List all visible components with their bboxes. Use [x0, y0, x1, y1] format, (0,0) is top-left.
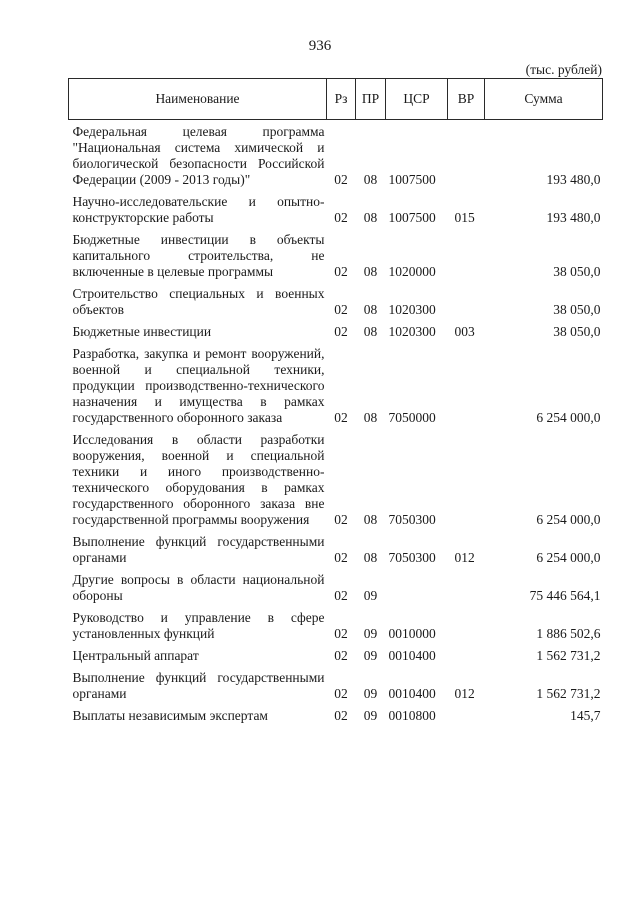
row-vr	[448, 642, 485, 664]
row-vr	[448, 226, 485, 280]
row-name: Бюджетные инвестиции	[72, 324, 212, 339]
row-name: Федеральная целевая программа "Национальная система химической и биологической безопасности Российской Федерации (2009 - 2013 годы)"	[72, 124, 325, 187]
row-pr: 08	[363, 512, 378, 527]
header-pr: ПР	[356, 79, 386, 120]
row-rz: 02	[334, 210, 348, 225]
row-rz: 02	[334, 626, 348, 641]
table-row	[69, 426, 603, 528]
row-pr: 09	[363, 588, 378, 603]
row-amount: 38 050,0	[553, 264, 601, 279]
row-pr: 09	[363, 708, 378, 723]
row-name: Разработка, закупка и ремонт вооружений, военной и специальной техники, продукции производственно-технического назначения и имущества в рамках государственного оборонного заказа	[72, 346, 325, 425]
row-name: Строительство специальных и военных объектов	[72, 286, 325, 317]
table-row	[69, 528, 603, 566]
row-csr: 1007500	[388, 172, 436, 187]
row-amount: 1 562 731,2	[536, 648, 601, 663]
row-amount: 6 254 000,0	[536, 550, 601, 565]
row-pr: 09	[363, 686, 378, 701]
row-csr	[386, 566, 448, 604]
header-csr: ЦСР	[386, 79, 448, 120]
table-row	[69, 226, 603, 280]
page-number: 936	[308, 38, 332, 54]
row-name: Выполнение функций государственными органами	[72, 670, 325, 701]
row-amount: 1 886 502,6	[536, 626, 601, 641]
row-csr: 1020300	[388, 302, 436, 317]
table-row	[69, 318, 603, 340]
row-csr: 1020300	[388, 324, 436, 339]
row-vr: 015	[454, 210, 475, 225]
table-row	[69, 566, 603, 604]
row-name: Центральный аппарат	[72, 648, 199, 663]
row-name: Выплаты независимым экспертам	[72, 708, 268, 723]
row-amount: 38 050,0	[553, 302, 601, 317]
table-row	[69, 702, 603, 724]
row-csr: 7050300	[388, 512, 436, 527]
row-csr: 1007500	[388, 210, 436, 225]
row-name: Научно-исследовательские и опытно-конструкторские работы	[72, 194, 325, 225]
row-vr	[448, 280, 485, 318]
row-amount: 38 050,0	[553, 324, 601, 339]
table-header-row	[69, 79, 603, 120]
row-vr	[448, 426, 485, 528]
table-row	[69, 188, 603, 226]
row-amount: 193 480,0	[546, 172, 601, 187]
row-csr: 0010000	[388, 626, 436, 641]
row-amount: 193 480,0	[546, 210, 601, 225]
row-amount: 6 254 000,0	[536, 512, 601, 527]
table-row	[69, 664, 603, 702]
row-csr: 0010800	[388, 708, 436, 723]
table-row	[69, 280, 603, 318]
row-amount: 145,7	[570, 708, 601, 723]
row-csr: 7050000	[388, 410, 436, 425]
row-vr: 012	[454, 686, 475, 701]
row-name: Выполнение функций государственными органами	[72, 534, 325, 565]
row-amount: 6 254 000,0	[536, 410, 601, 425]
table-row	[69, 642, 603, 664]
row-rz: 02	[334, 686, 348, 701]
row-vr	[448, 340, 485, 426]
header-vr: ВР	[448, 79, 485, 120]
row-pr: 09	[363, 626, 378, 641]
row-pr: 08	[363, 264, 378, 279]
row-csr: 0010400	[388, 686, 436, 701]
row-rz: 02	[334, 512, 348, 527]
row-pr: 08	[363, 302, 378, 317]
row-rz: 02	[334, 410, 348, 425]
row-pr: 08	[363, 550, 378, 565]
header-rz: Рз	[327, 79, 356, 120]
row-csr: 7050300	[388, 550, 436, 565]
row-rz: 02	[334, 588, 348, 603]
row-pr: 08	[363, 324, 378, 339]
row-rz: 02	[334, 550, 348, 565]
row-amount: 75 446 564,1	[529, 588, 601, 603]
table-row	[69, 340, 603, 426]
row-rz: 02	[334, 708, 348, 723]
row-name: Бюджетные инвестиции в объекты капитального строительства, не включенные в целевые программы	[72, 232, 325, 279]
row-pr: 08	[363, 172, 378, 187]
row-amount: 1 562 731,2	[536, 686, 601, 701]
row-vr	[448, 566, 485, 604]
row-rz: 02	[334, 302, 348, 317]
budget-table	[68, 78, 603, 724]
table-row	[69, 120, 603, 189]
row-rz: 02	[334, 324, 348, 339]
row-vr: 012	[454, 550, 475, 565]
row-name: Другие вопросы в области национальной обороны	[72, 572, 325, 603]
row-csr: 0010400	[388, 648, 436, 663]
row-rz: 02	[334, 172, 348, 187]
units-note: (тыс. рублей)	[525, 62, 602, 77]
row-csr: 1020000	[388, 264, 436, 279]
row-rz: 02	[334, 264, 348, 279]
row-vr	[448, 604, 485, 642]
table-row	[69, 604, 603, 642]
row-vr	[448, 702, 485, 724]
header-name: Наименование	[69, 79, 327, 120]
row-pr: 08	[363, 410, 378, 425]
row-name: Руководство и управление в сфере установленных функций	[72, 610, 325, 641]
row-vr	[448, 120, 485, 189]
header-amount: Сумма	[485, 79, 603, 120]
row-rz: 02	[334, 648, 348, 663]
row-pr: 08	[363, 210, 378, 225]
row-pr: 09	[363, 648, 378, 663]
row-vr: 003	[454, 324, 475, 339]
row-name: Исследования в области разработки вооружения, военной и специальной техники и иного производственно-технического оборудования в рамках государственного оборонного заказа вне государственной программы вооружения	[72, 432, 325, 527]
